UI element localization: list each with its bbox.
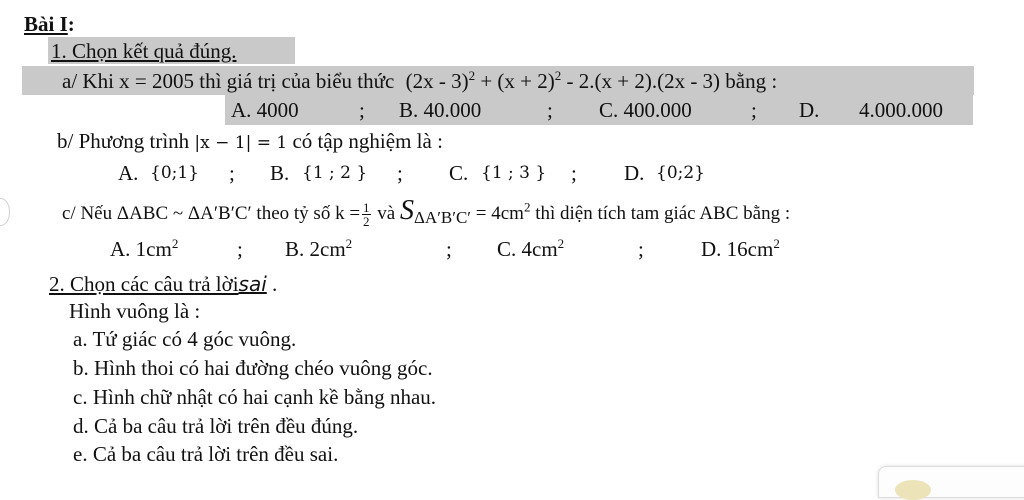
answer-c-A-text: A. 1cm <box>110 237 172 261</box>
question-b <box>57 128 443 156</box>
exponent: 2 <box>773 236 780 251</box>
answer-b-B-label: B. <box>270 161 290 185</box>
answer-c-C <box>497 236 564 262</box>
separator: ; <box>446 237 452 261</box>
answer-a-B: B. 40.000 <box>399 98 482 122</box>
area-subscript: ΔA′B′C′ <box>413 208 472 227</box>
fraction-denominator: 2 <box>363 214 370 230</box>
answer-b-C-label: C. <box>449 161 469 185</box>
option-c: c. Hình chữ nhật có hai cạnh kề bằng nhau. <box>73 385 437 409</box>
exponent: 2 <box>345 236 353 251</box>
answer-c-D-text: D. 16cm <box>701 237 774 261</box>
separator: ; <box>571 161 577 185</box>
answer-b-B-set: {1 ; 2 } <box>302 163 368 183</box>
question-c <box>62 195 790 230</box>
answer-a-A: A. 4000 <box>231 98 299 122</box>
answer-b-D-label: D. <box>624 161 645 185</box>
question-b-prefix: b/ Phương trình <box>57 129 190 153</box>
separator: ; <box>547 98 553 122</box>
fraction-k <box>362 201 371 228</box>
question-c-and: và <box>377 203 396 224</box>
section2-heading-word: sai <box>238 272 267 296</box>
exponent: 2 <box>468 68 476 83</box>
question-a <box>62 68 777 94</box>
question-c-suffix: thì diện tích tam giác ABC bằng : <box>535 203 791 224</box>
exponent: 2 <box>523 199 531 215</box>
answer-b-C-set: {1 ; 3 } <box>481 163 547 183</box>
question-a-expr-2: + (x + 2) <box>475 69 555 93</box>
answer-a-D-label: D. <box>799 98 820 122</box>
section1-heading: 1. Chọn kết quả đúng. <box>51 39 237 63</box>
corner-avatar <box>895 480 931 500</box>
separator: ; <box>229 161 235 185</box>
area-value: = 4cm <box>471 203 524 224</box>
section2-heading <box>49 271 277 297</box>
answer-b-A-set: {0;1} <box>150 163 199 183</box>
answer-c-B-text: B. 2cm <box>285 237 346 261</box>
option-d: d. Cả ba câu trả lời trên đều đúng. <box>73 414 359 438</box>
answer-a-C: C. 400.000 <box>599 98 692 122</box>
option-a: a. Tứ giác có 4 góc vuông. <box>73 327 297 351</box>
separator: ; <box>397 161 403 185</box>
edge-artifact <box>0 198 10 226</box>
answer-b-A-label: A. <box>118 161 139 185</box>
answer-c-C-text: C. 4cm <box>497 237 558 261</box>
exponent: 2 <box>171 236 179 251</box>
title-text: Bài I <box>24 12 68 36</box>
answer-a-D-value: 4.000.000 <box>859 98 943 122</box>
question-a-expr-3: - 2.(x + 2).(2x - 3) bằng : <box>561 69 778 93</box>
separator: ; <box>237 237 243 261</box>
option-b: b. Hình thoi có hai đường chéo vuông góc. <box>73 356 433 380</box>
exponent: 2 <box>557 236 565 251</box>
question-a-prefix: a/ Khi x = 2005 thì giá trị của biểu thức <box>62 69 395 93</box>
answer-c-D <box>701 236 780 262</box>
separator: ; <box>751 98 757 122</box>
area-symbol: S <box>399 195 414 226</box>
option-e: e. Cả ba câu trả lời trên đều sai. <box>73 442 339 466</box>
answer-c-A <box>110 236 178 262</box>
section2-question: Hình vuông là : <box>69 299 201 323</box>
section2-heading-text: 2. Chọn các câu trả lời <box>49 272 239 296</box>
answer-b-D-set: {0;2} <box>656 163 705 183</box>
equation: |x − 1| = 1 <box>194 133 288 153</box>
exponent: 2 <box>554 68 562 83</box>
question-c-prefix: c/ Nếu ΔABC ~ ΔA′B′C′ theo tỷ số k = <box>62 203 361 224</box>
question-b-suffix: có tập nghiệm là : <box>292 129 443 153</box>
separator: ; <box>359 98 365 122</box>
answer-c-B <box>285 236 352 262</box>
title-colon: : <box>67 12 75 36</box>
fraction-numerator: 1 <box>363 200 370 216</box>
section2-heading-end: . <box>272 272 278 296</box>
question-a-expr-1: (2x - 3) <box>405 69 469 93</box>
separator: ; <box>638 237 644 261</box>
page-title <box>24 11 75 37</box>
